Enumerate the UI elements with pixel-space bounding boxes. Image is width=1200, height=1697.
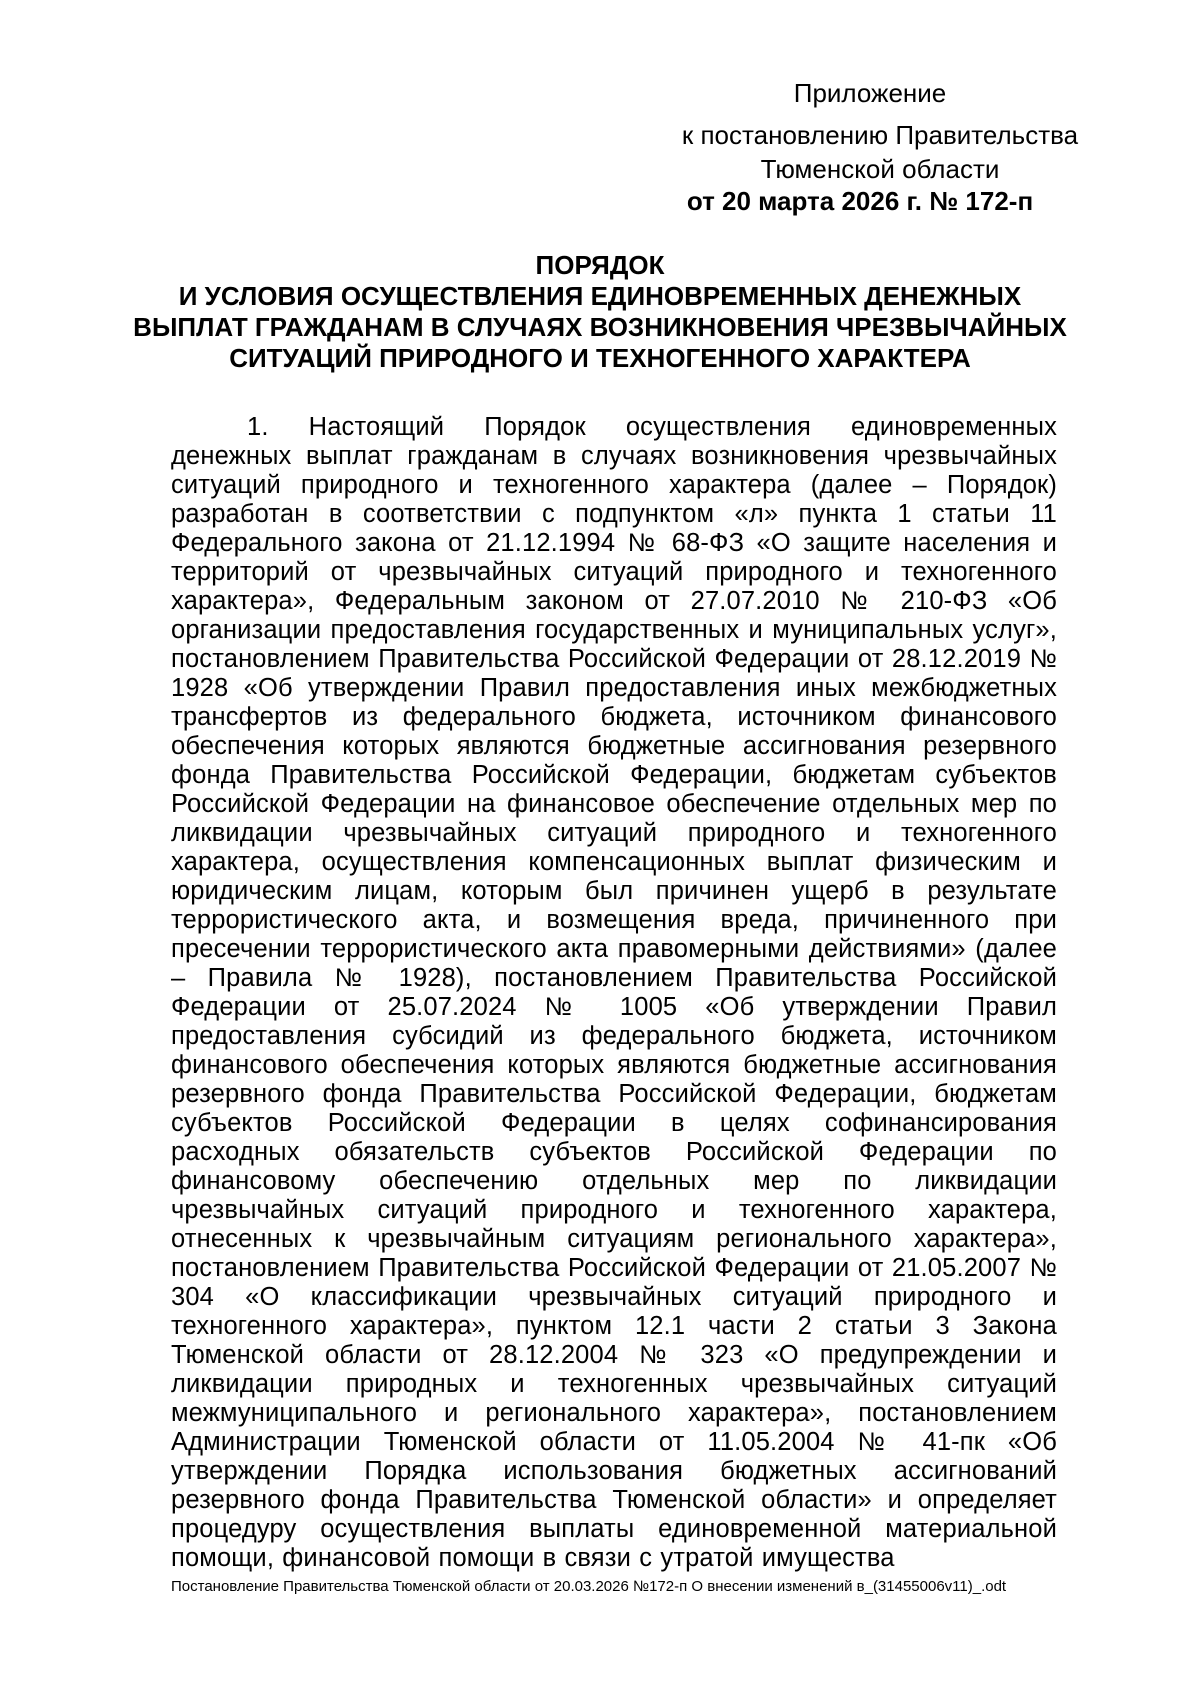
title-line-4: СИТУАЦИЙ ПРИРОДНОГО И ТЕХНОГЕННОГО ХАРАКТЕРА bbox=[229, 343, 971, 373]
title-line-2: И УСЛОВИЯ ОСУЩЕСТВЛЕНИЯ ЕДИНОВРЕМЕННЫХ ДЕНЕЖНЫХ bbox=[178, 281, 1022, 311]
appendix-resolution-reference: к постановлению Правительства bbox=[681, 120, 1079, 150]
paragraph-1: 1. Настоящий Порядок осуществления единовременных денежных выплат гражданам в случаях возникновения чрезвычайных ситуаций природного и техногенного характера (далее – Порядок) разработан в соответствии с подпунктом «л» пункта 1 статьи 11 Федерального закона от 21.12.1994 № 68-ФЗ «О защите населения и территорий от чрезвычайных ситуаций природного и техногенного характера», Федеральным законом от 27.07.2010 № 210-ФЗ «Об организации предоставления государственных и муниципальных услуг», постановлением Правительства Российской Федерации от 28.12.2019 № 1928 «Об утверждении Правил предоставления иных межбюджетных трансфертов из федерального бюджета, источником финансового обеспечения которых являются бюджетные ассигнования резервного фонда Правительства Российской Федерации, бюджетам субъектов Российской Федерации на финансовое обеспечение отдельных мер по ликвидации чрезвычайных ситуаций природного и техногенного характера, осуществления компенсационных выплат физическим и юридическим лицам, которым был причинен ущерб в результате террористического акта, и возмещения вреда, причиненного при пресечении террористического акта правомерными действиями» (далее – Правила № 1928), постановлением Правительства Российской Федерации от 25.07.2024 № 1005 «Об утверждении Правил предоставления субсидий из федерального бюджета, источником финансового обеспечения которых являются бюджетные ассигнования резервного фонда Правительства Российской Федерации, бюджетам субъектов Российской Федерации в целях софинансирования расходных обязательств субъектов Российской Федерации по финансовому обеспечению отдельных мер по ликвидации чрезвычайных ситуаций природного и техногенного характера, отнесенных к чрезвычайным ситуациям регионального характера», постановлением Правительства Российской Федерации от 21.05.2007 № 304 «О классификации чрезвычайных ситуаций природного и техногенного характера», пунктом 12.1 части 2 статьи 3 Закона Тюменской области от 28.12.2004 № 323 «О предупреждении и ликвидации природных и техногенных чрезвычайных ситуаций межмуниципального и регионального характера», постановлением Администрации Тюменской области от 11.05.2004 № 41-пк «Об утверждении Порядка использования бюджетных ассигнований резервного фонда Правительства Тюменской области» и определяет процедуру осуществления выплаты единовременной материальной помощи, финансовой помощи в связи с утратой имущества bbox=[171, 413, 1057, 1572]
appendix-region: Тюменской области bbox=[760, 154, 1000, 184]
page-footer: Постановление Правительства Тюменской области от 20.03.2026 №172-п О внесении изменений в_(31455006v11)_.odt bbox=[171, 1578, 1007, 1595]
title-line-3: ВЫПЛАТ ГРАЖДАНАМ В СЛУЧАЯХ ВОЗНИКНОВЕНИЯ ЧРЕЗВЫЧАЙНЫХ bbox=[133, 312, 1067, 342]
document-title bbox=[130, 250, 1070, 374]
appendix-date-number: от 20 марта 2026 г. № 172-п bbox=[686, 186, 1034, 216]
appendix-label: Приложение bbox=[793, 78, 947, 108]
document-body bbox=[171, 413, 1057, 1573]
title-line-1: ПОРЯДОК bbox=[535, 250, 665, 280]
